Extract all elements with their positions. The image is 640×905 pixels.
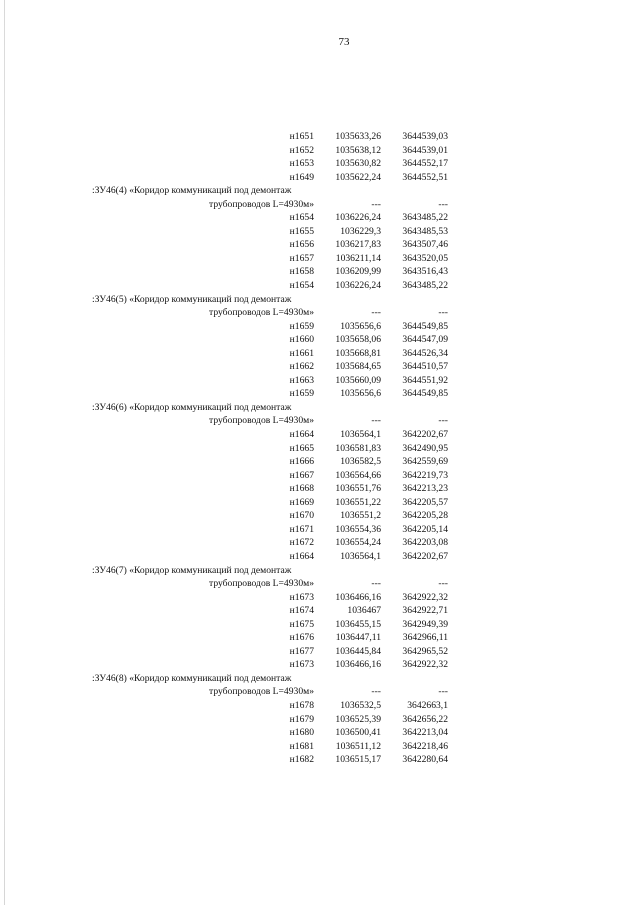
coord-y: 3642205,57 bbox=[402, 496, 448, 508]
coord-x: 1036217,83 bbox=[335, 239, 381, 251]
coord-x: 1036466,16 bbox=[335, 591, 381, 603]
coord-x: 1035638,12 bbox=[335, 144, 381, 156]
coord-y: 3644510,57 bbox=[402, 361, 448, 373]
coord-x: 1036511,12 bbox=[335, 740, 381, 752]
coord-y: 3644552,51 bbox=[402, 171, 448, 183]
coord-x: 1036564,1 bbox=[340, 550, 381, 562]
parcel-group bbox=[90, 401, 450, 564]
point-id: н1673 bbox=[289, 659, 314, 671]
point-row bbox=[90, 157, 450, 171]
coord-x: 1036455,15 bbox=[335, 618, 381, 630]
coord-x: 1035622,24 bbox=[335, 171, 381, 183]
coord-y: 3644539,03 bbox=[402, 131, 448, 142]
coord-y: 3642219,73 bbox=[402, 469, 448, 481]
coord-y: 3644552,17 bbox=[402, 158, 448, 170]
point-row bbox=[90, 387, 450, 401]
parcel-title: :ЗУ46(7) «Коридор коммуникаций под демонтаж bbox=[92, 564, 292, 576]
point-id: н1656 bbox=[289, 239, 314, 251]
point-row bbox=[90, 265, 450, 279]
parcel-group bbox=[90, 293, 450, 401]
coord-y: 3642559,69 bbox=[402, 456, 448, 468]
coord-x: 1036229,3 bbox=[340, 225, 381, 237]
point-row bbox=[90, 225, 450, 239]
coord-y: 3642965,52 bbox=[402, 645, 448, 657]
coord-x: 1036445,84 bbox=[335, 645, 381, 657]
coord-x: 1036581,83 bbox=[335, 442, 381, 454]
point-row bbox=[90, 496, 450, 510]
point-id: н1675 bbox=[289, 618, 314, 630]
point-row bbox=[90, 631, 450, 645]
parcel-subtitle: трубопроводов L=4930м» bbox=[209, 415, 314, 427]
parcel-subtitle: трубопроводов L=4930м» bbox=[209, 686, 314, 698]
parcel-subtitle: трубопроводов L=4930м» bbox=[209, 198, 314, 210]
point-id: н1655 bbox=[289, 225, 314, 237]
coord-y: 3642202,67 bbox=[402, 550, 448, 562]
point-id: н1659 bbox=[289, 320, 314, 332]
coord-x: 1036525,39 bbox=[335, 713, 381, 725]
coord-x: 1036564,66 bbox=[335, 469, 381, 481]
parcel-subtitle: трубопроводов L=4930м» bbox=[209, 578, 314, 590]
point-row bbox=[90, 238, 450, 252]
point-row bbox=[90, 171, 450, 185]
page-number: 73 bbox=[338, 36, 350, 48]
point-row bbox=[90, 699, 450, 713]
point-row bbox=[90, 523, 450, 537]
coord-y: 3642205,14 bbox=[402, 523, 448, 535]
scan-edge-line bbox=[4, 0, 5, 905]
point-row bbox=[90, 482, 450, 496]
point-id: н1672 bbox=[289, 537, 314, 549]
coord-y: 3642922,32 bbox=[402, 591, 448, 603]
point-row bbox=[90, 536, 450, 550]
coord-x: 1036554,36 bbox=[335, 523, 381, 535]
coord-x: 1036582,5 bbox=[340, 456, 381, 468]
coord-x: 1035630,82 bbox=[335, 158, 381, 170]
point-id: н1676 bbox=[289, 632, 314, 644]
parcel-title: :ЗУ46(4) «Коридор коммуникаций под демонтаж bbox=[92, 185, 292, 197]
coordinates-list bbox=[90, 130, 450, 767]
y-header-dash: --- bbox=[438, 307, 448, 319]
point-row bbox=[90, 374, 450, 388]
coord-x: 1036551,76 bbox=[335, 483, 381, 495]
coord-x: 1035668,81 bbox=[335, 347, 381, 359]
coord-y: 3644549,85 bbox=[402, 320, 448, 332]
coord-x: 1035660,09 bbox=[335, 374, 381, 386]
point-id: н1677 bbox=[289, 645, 314, 657]
coord-y: 3644549,85 bbox=[402, 388, 448, 400]
coord-x: 1035656,6 bbox=[340, 388, 381, 400]
point-row bbox=[90, 604, 450, 618]
coord-y: 3642203,08 bbox=[402, 537, 448, 549]
coord-y: 3642205,28 bbox=[402, 510, 448, 522]
coord-y: 3644539,01 bbox=[402, 144, 448, 156]
point-row bbox=[90, 726, 450, 740]
coord-x: 1036466,16 bbox=[335, 659, 381, 671]
coord-x: 1036500,41 bbox=[335, 727, 381, 739]
point-id: н1661 bbox=[289, 347, 314, 359]
coord-x: 1036226,24 bbox=[335, 212, 381, 224]
point-id: н1673 bbox=[289, 591, 314, 603]
point-id: н1666 bbox=[289, 456, 314, 468]
point-id: н1669 bbox=[289, 496, 314, 508]
y-header-dash: --- bbox=[438, 686, 448, 698]
coord-y: 3642922,71 bbox=[402, 605, 448, 617]
coord-x: 1036226,24 bbox=[335, 280, 381, 292]
point-id: н1671 bbox=[289, 523, 314, 535]
coord-x: 1036515,17 bbox=[335, 754, 381, 766]
coord-y: 3642922,32 bbox=[402, 659, 448, 671]
point-row bbox=[90, 658, 450, 672]
parcel-subtitle-row bbox=[90, 414, 450, 428]
parcel-title: :ЗУ46(5) «Коридор коммуникаций под демонтаж bbox=[92, 293, 292, 305]
point-id: н1680 bbox=[289, 727, 314, 739]
point-id: н1662 bbox=[289, 361, 314, 373]
coord-y: 3643485,22 bbox=[402, 280, 448, 292]
point-id: н1664 bbox=[289, 550, 314, 562]
coord-y: 3642213,04 bbox=[402, 727, 448, 739]
coord-x: 1036551,2 bbox=[340, 510, 381, 522]
x-header-dash: --- bbox=[371, 198, 381, 210]
parcel-group bbox=[90, 672, 450, 767]
point-row bbox=[90, 428, 450, 442]
point-row bbox=[90, 144, 450, 158]
point-id: н1682 bbox=[289, 754, 314, 766]
parcel-subtitle-row bbox=[90, 577, 450, 591]
parcel-group bbox=[90, 184, 450, 292]
coord-x: 1036551,22 bbox=[335, 496, 381, 508]
point-row bbox=[90, 455, 450, 469]
point-row bbox=[90, 753, 450, 767]
coord-y: 3642213,23 bbox=[402, 483, 448, 495]
coord-x: 1035656,6 bbox=[340, 320, 381, 332]
coord-x: 1036532,5 bbox=[340, 699, 381, 711]
coord-x: 1036209,99 bbox=[335, 266, 381, 278]
point-id: н1649 bbox=[289, 171, 314, 183]
point-id: н1654 bbox=[289, 280, 314, 292]
coord-y: 3644547,09 bbox=[402, 334, 448, 346]
point-id: н1651 bbox=[289, 131, 314, 142]
point-row bbox=[90, 252, 450, 266]
point-id: н1664 bbox=[289, 429, 314, 441]
coord-y: 3642218,46 bbox=[402, 740, 448, 752]
coord-y: 3642949,39 bbox=[402, 618, 448, 630]
coord-y: 3642656,22 bbox=[402, 713, 448, 725]
y-header-dash: --- bbox=[438, 578, 448, 590]
point-row bbox=[90, 509, 450, 523]
point-id: н1660 bbox=[289, 334, 314, 346]
x-header-dash: --- bbox=[371, 307, 381, 319]
parcel-group bbox=[90, 564, 450, 672]
y-header-dash: --- bbox=[438, 415, 448, 427]
point-id: н1670 bbox=[289, 510, 314, 522]
point-id: н1668 bbox=[289, 483, 314, 495]
point-row bbox=[90, 211, 450, 225]
parcel-subtitle: трубопроводов L=4930м» bbox=[209, 307, 314, 319]
point-id: н1663 bbox=[289, 374, 314, 386]
point-row bbox=[90, 713, 450, 727]
point-id: н1657 bbox=[289, 252, 314, 264]
x-header-dash: --- bbox=[371, 578, 381, 590]
coord-y: 3643485,53 bbox=[402, 225, 448, 237]
point-row bbox=[90, 740, 450, 754]
point-id: н1678 bbox=[289, 699, 314, 711]
coord-y: 3644551,92 bbox=[402, 374, 448, 386]
point-row bbox=[90, 550, 450, 564]
parcel-subtitle-row bbox=[90, 306, 450, 320]
coord-x: 1036564,1 bbox=[340, 429, 381, 441]
coord-y: 3642663,1 bbox=[407, 699, 448, 711]
parcel-title: :ЗУ46(6) «Коридор коммуникаций под демонтаж bbox=[92, 401, 292, 413]
point-row bbox=[90, 333, 450, 347]
point-row bbox=[90, 279, 450, 293]
point-id: н1659 bbox=[289, 388, 314, 400]
coord-x: 1036211,14 bbox=[335, 252, 381, 264]
point-row bbox=[90, 618, 450, 632]
point-id: н1654 bbox=[289, 212, 314, 224]
parcel-subtitle-row bbox=[90, 685, 450, 699]
parcel-title: :ЗУ46(8) «Коридор коммуникаций под демонтаж bbox=[92, 672, 292, 684]
point-id: н1679 bbox=[289, 713, 314, 725]
coord-y: 3642280,64 bbox=[402, 754, 448, 766]
coord-x: 1036467 bbox=[347, 605, 381, 617]
coord-y: 3643485,22 bbox=[402, 212, 448, 224]
coord-y: 3644526,34 bbox=[402, 347, 448, 359]
coord-y: 3642966,11 bbox=[402, 632, 448, 644]
point-row bbox=[90, 469, 450, 483]
point-id: н1681 bbox=[289, 740, 314, 752]
y-header-dash: --- bbox=[438, 198, 448, 210]
point-row bbox=[90, 442, 450, 456]
coord-x: 1035684,65 bbox=[335, 361, 381, 373]
point-row bbox=[90, 347, 450, 361]
point-row bbox=[90, 320, 450, 334]
coord-x: 1035658,06 bbox=[335, 334, 381, 346]
point-id: н1667 bbox=[289, 469, 314, 481]
coord-y: 3643520,05 bbox=[402, 252, 448, 264]
coord-x: 1035633,26 bbox=[335, 131, 381, 142]
coord-x: 1036447,11 bbox=[335, 632, 381, 644]
point-row bbox=[90, 130, 450, 144]
coord-y: 3643507,46 bbox=[402, 239, 448, 251]
point-id: н1658 bbox=[289, 266, 314, 278]
coord-y: 3642202,67 bbox=[402, 429, 448, 441]
coord-x: 1036554,24 bbox=[335, 537, 381, 549]
point-id: н1665 bbox=[289, 442, 314, 454]
point-row bbox=[90, 645, 450, 659]
coord-y: 3643516,43 bbox=[402, 266, 448, 278]
point-id: н1674 bbox=[289, 605, 314, 617]
x-header-dash: --- bbox=[371, 686, 381, 698]
point-id: н1652 bbox=[289, 144, 314, 156]
x-header-dash: --- bbox=[371, 415, 381, 427]
point-row bbox=[90, 591, 450, 605]
coord-y: 3642490,95 bbox=[402, 442, 448, 454]
point-id: н1653 bbox=[289, 158, 314, 170]
parcel-subtitle-row bbox=[90, 198, 450, 212]
point-row bbox=[90, 360, 450, 374]
